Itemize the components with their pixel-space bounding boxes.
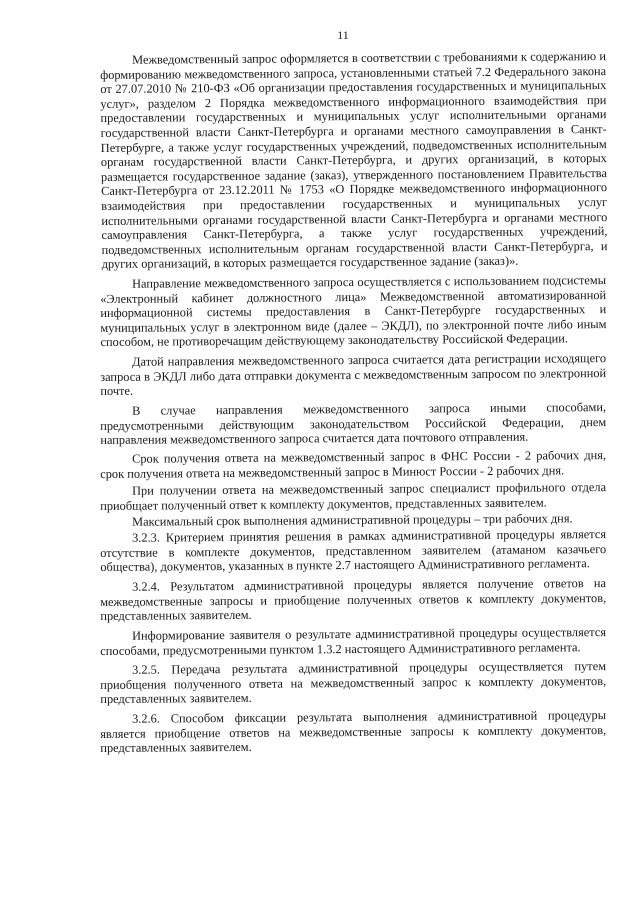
- paragraph-interagency-request-format: Межведомственный запрос оформляется в соответствии с требованиями к содержанию и формированию межведомственного запроса, установленными статьей 7.2 Федерального закона от 27.07.2010 № 210-ФЗ «Об организации предоставления государственных и муниципальных услуг», разделом 2 Порядка межведомственного информационного взаимодействия при предоставлении государственных и муниципальных услуг исполнительными органами государственной власти Санкт-Петербурга и органами местного самоуправления в Санкт-Петербурге, а также услуг государственных учреждений, подведомственных исполнительным органам государственной власти Санкт-Петербурга, и других организаций, в которых размещается государственное задание (заказ), утвержденного постановлением Правительства Санкт-Петербурга от 23.12.2011 № 1753 «О Порядке межведомственного информационного взаимодействия при предоставлении государственных и муниципальных услуг исполнительными органами государственной власти Санкт-Петербурга и органами местного самоуправления Санкт-Петербурга, а также услуг государственных учреждений, подведомственных исполнительным органам государственной власти Санкт-Петербурга, и других организаций, в которых размещается государственное задание (заказ)».: [100, 49, 608, 272]
- paragraph-response-terms: Срок получения ответа на межведомственный запрос в ФНС России - 2 рабочих дня, срок получения ответа на межведомственный запрос в Минюст России - 2 рабочих дня.: [100, 448, 607, 482]
- paragraph-max-duration: Максимальный срок выполнения административной процедуры – три рабочих дня.: [131, 511, 573, 529]
- paragraph-request-date: Датой направления межведомственного запроса считается дата регистрации исходящего запроса в ЭКДЛ либо дата отправки документа с межведомственным запросом по электронной почте.: [100, 350, 607, 399]
- paragraph-3-2-5: 3.2.5. Передача результата административной процедуры осуществляется путем приобщения полученного ответа на межведомственный запрос к комплекту документов, представленных заявителем.: [100, 659, 607, 707]
- paragraph-response-attachment: При получении ответа на межведомственный запрос специалист профильного отдела приобщает полученный ответ к комплекту документов, представленных заявителем.: [100, 479, 607, 513]
- page-number: 11: [337, 28, 349, 42]
- paragraph-3-2-4: 3.2.4. Результатом административной процедуры является получение ответов на межведомственные запросы и приобщение полученных ответов к комплекту документов, представленных заявителем.: [100, 576, 607, 624]
- paragraph-3-2-6: 3.2.6. Способом фиксации результата выполнения административной процедуры является приобщение ответов на межведомственные запросы к комплекту документов, представленных заявителем.: [100, 707, 607, 756]
- paragraph-request-sending-method: Направление межведомственного запроса осуществляется с использованием подсистемы «Электронный кабинет должностного лица» Межведомственной автоматизированной информационной системы предоставления в Санкт-Петербурге государственных и муниципальных услуг в электронном виде (далее – ЭКДЛ), по электронной почте либо иным способом, не противоречащим действующему законодательству Российской Федерации.: [100, 272, 607, 350]
- paragraph-informing-applicant: Информирование заявителя о результате административной процедуры осуществляется способами, предусмотренными пунктом 1.3.2 настоящего Административного регламента.: [100, 624, 607, 658]
- paragraph-postal-sending: В случае направления межведомственного запроса иными способами, предусмотренными действующим законодательством Российской Федерации, днем направления межведомственного запроса считается дата почтового отправления.: [100, 399, 607, 447]
- paragraph-3-2-3: 3.2.3. Критерием принятия решения в рамках административной процедуры является отсутствие в комплекте документов, представленном заявителем (атаманом казачьего общества), документов, указанных в пункте 2.7 настоящего Административного регламента.: [100, 527, 607, 575]
